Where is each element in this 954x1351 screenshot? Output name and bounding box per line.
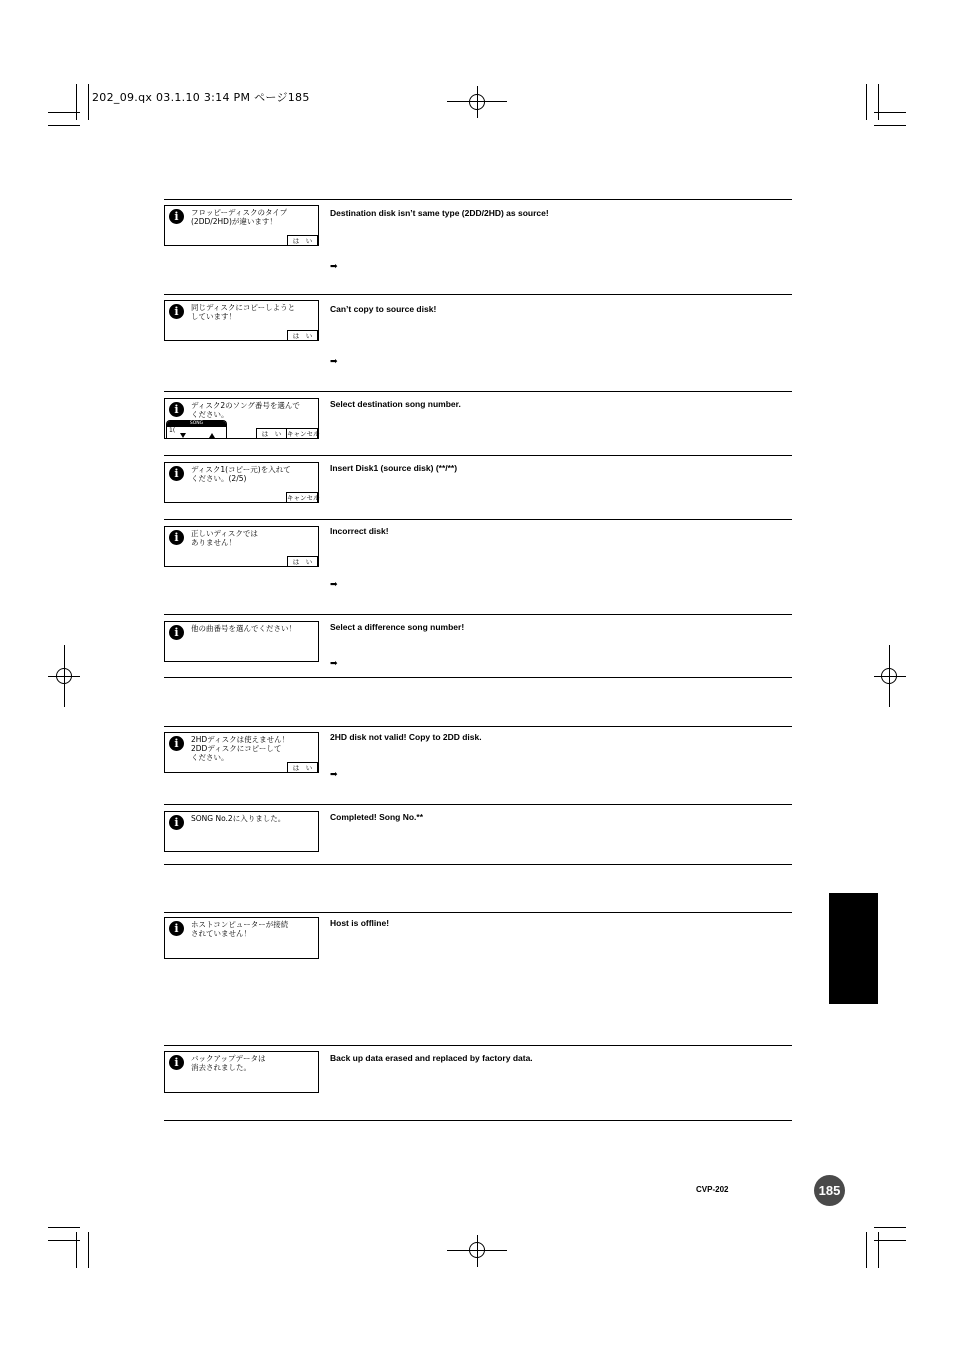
page-number: 185	[814, 1175, 845, 1206]
info-icon: i	[169, 466, 184, 481]
lcd-display-row-5	[164, 526, 319, 567]
info-icon: i	[169, 304, 184, 319]
down-triangle-icon	[180, 433, 186, 438]
info-icon: i	[169, 625, 184, 640]
lcd-text: 他の曲番号を選んでください！	[191, 624, 296, 633]
lcd-text: ディスク2のソング番号を選んで ください。	[191, 401, 300, 419]
message-row-7: 2HD disk not valid! Copy to 2DD disk.	[330, 732, 482, 742]
info-icon: i	[169, 815, 184, 830]
arrow-icon: ➡	[330, 357, 338, 367]
info-icon: i	[169, 402, 184, 417]
lcd-ok-button: は い	[287, 556, 318, 566]
message-row-4: Insert Disk1 (source disk) (**/**)	[330, 463, 458, 473]
lcd-text: 同じディスクにコピーしようと しています！	[191, 303, 296, 321]
arrow-icon: ➡	[330, 770, 338, 780]
lcd-text: SONG No.2に入りました。	[191, 814, 286, 823]
message-row-6: Select a difference song number!	[330, 622, 465, 632]
up-triangle-icon	[209, 433, 215, 438]
message-row-5: Incorrect disk!	[330, 526, 389, 536]
lcd-ok-button: は い	[256, 428, 287, 438]
info-icon: i	[169, 209, 184, 224]
info-icon: i	[169, 921, 184, 936]
model-name: CVP-202	[696, 1185, 729, 1194]
lcd-display-row-7	[164, 732, 319, 773]
lcd-ok-button: は い	[287, 235, 318, 245]
lcd-text: 2HDディスクは使えません！ 2DDディスクにコピーして ください。	[191, 735, 290, 762]
arrow-icon: ➡	[330, 580, 338, 590]
song-value: 1(	[169, 427, 176, 434]
lcd-display-row-4	[164, 462, 319, 503]
lcd-display-row-2	[164, 300, 319, 341]
lcd-display-row-1	[164, 205, 319, 246]
lcd-display-row-9	[164, 917, 319, 959]
info-icon: i	[169, 1055, 184, 1070]
message-row-3: Select destination song number.	[330, 399, 461, 409]
song-label: SONG	[167, 421, 226, 427]
lcd-text: バックアップデータは 消去されました。	[191, 1054, 266, 1072]
lcd-text: フロッピーディスクのタイプ (2DD/2HD)が違います！	[191, 208, 288, 226]
song-selector	[166, 420, 227, 438]
message-row-10: Back up data erased and replaced by factory data.	[330, 1053, 533, 1063]
info-icon: i	[169, 530, 184, 545]
section-tab	[829, 893, 878, 1004]
message-row-1: Destination disk isn’t same type (2DD/2HD) as source!	[330, 208, 549, 218]
lcd-display-row-3	[164, 398, 319, 439]
lcd-text: ホストコンピューターが接続 されていません！	[191, 920, 289, 938]
info-icon: i	[169, 736, 184, 751]
arrow-icon: ➡	[330, 659, 338, 669]
lcd-cancel-button: キャンセル	[287, 430, 320, 438]
lcd-text: 正しいディスクでは ありません！	[191, 529, 258, 547]
file-info-header: 202_09.qx 03.1.10 3:14 PM ページ185	[92, 91, 310, 104]
lcd-ok-button: は い	[287, 330, 318, 340]
message-row-9: Host is offline!	[330, 918, 390, 928]
lcd-display-row-10	[164, 1051, 319, 1093]
message-row-2: Can’t copy to source disk!	[330, 304, 437, 314]
lcd-display-row-8	[164, 811, 319, 852]
message-row-8: Completed! Song No.**	[330, 812, 424, 822]
lcd-cancel-button: キャンセル	[287, 494, 320, 502]
lcd-text: ディスク1(コピー元)を入れて ください。(2/5)	[191, 465, 291, 483]
lcd-ok-button: は い	[287, 762, 318, 772]
arrow-icon: ➡	[330, 262, 338, 272]
lcd-display-row-6	[164, 621, 319, 662]
